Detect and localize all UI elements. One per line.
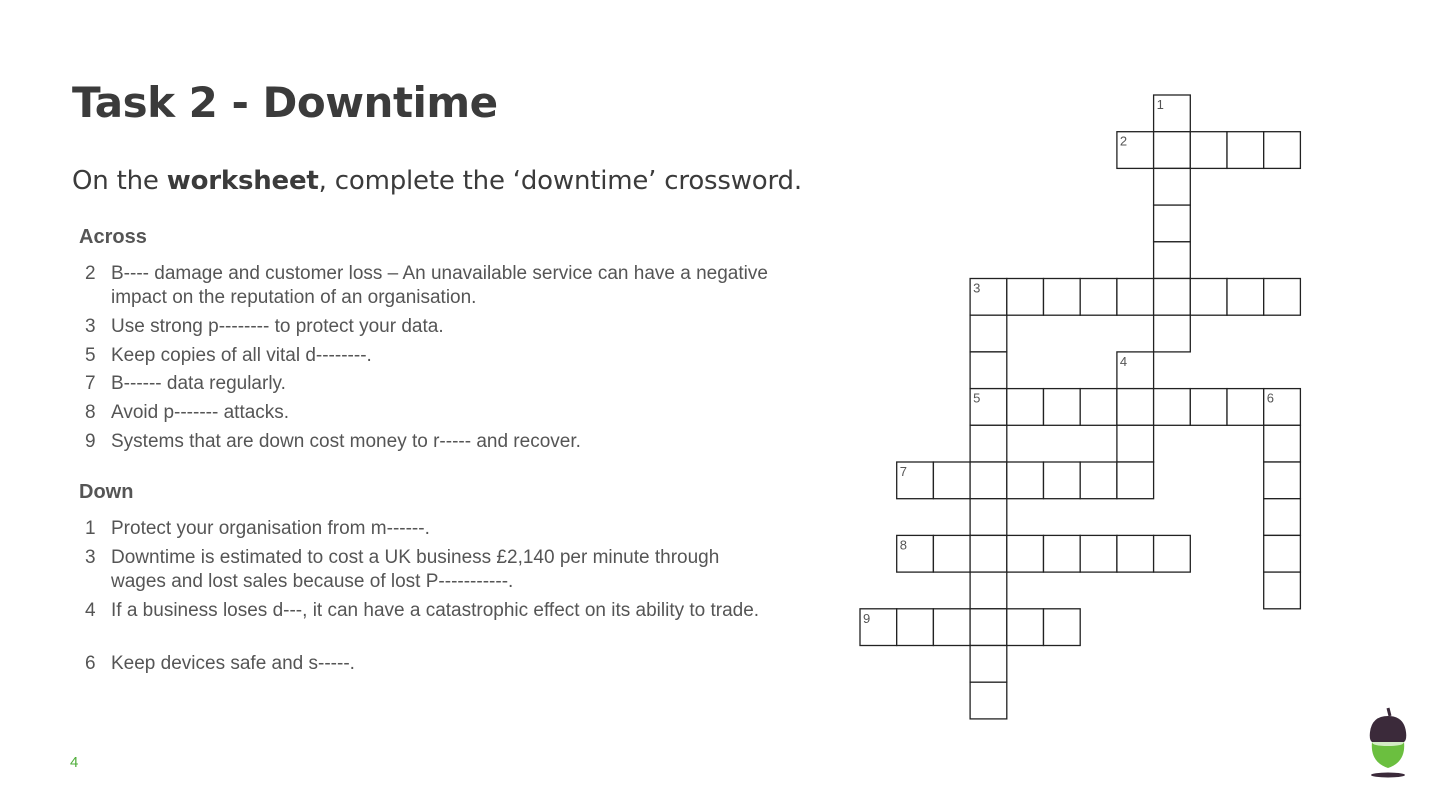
crossword-cell bbox=[1190, 132, 1227, 169]
clue-text: B---- damage and customer loss – An unavailable service can have a negative impact on the reputation of an organisation. bbox=[111, 263, 768, 308]
crossword-cell bbox=[1264, 572, 1301, 609]
crossword-cell bbox=[1264, 132, 1301, 169]
crossword-cell bbox=[970, 315, 1007, 352]
crossword-cell bbox=[1227, 279, 1264, 316]
crossword-cell bbox=[933, 609, 970, 646]
crossword-cell bbox=[1190, 389, 1227, 426]
crossword-cell bbox=[1264, 425, 1301, 462]
crossword-cell bbox=[1080, 389, 1117, 426]
crossword-cell bbox=[1154, 535, 1191, 572]
crossword-cell bbox=[970, 682, 1007, 719]
crossword-clue-number: 4 bbox=[1119, 353, 1128, 369]
clue-text: Avoid p------- attacks. bbox=[111, 402, 290, 423]
crossword-cell bbox=[1044, 462, 1081, 499]
instruction-text bbox=[72, 166, 802, 196]
crossword-cell bbox=[1080, 535, 1117, 572]
crossword-cell bbox=[1007, 609, 1044, 646]
crossword-cell bbox=[1080, 279, 1117, 316]
crossword-cell bbox=[1044, 279, 1081, 316]
crossword-cell bbox=[1007, 279, 1044, 316]
clue-text: If a business loses d---, it can have a catastrophic effect on its ability to trade. bbox=[111, 600, 760, 621]
acorn-logo-icon bbox=[1366, 706, 1410, 778]
instruction-suffix: , complete the ‘downtime’ crossword. bbox=[318, 166, 802, 196]
crossword-cell bbox=[970, 425, 1007, 462]
clue-text: Use strong p-------- to protect your data. bbox=[111, 316, 444, 337]
clue-text: Downtime is estimated to cost a UK business £2,140 per minute through wages and lost sales because of lost P-----------. bbox=[111, 547, 720, 592]
crossword-clue-number: 3 bbox=[973, 280, 981, 296]
clue-text: Keep copies of all vital d--------. bbox=[111, 345, 372, 366]
across-clue bbox=[79, 430, 769, 454]
crossword-cell bbox=[970, 572, 1007, 609]
clue-number: 7 bbox=[85, 373, 96, 394]
crossword-clue-number: 8 bbox=[899, 537, 907, 553]
clue-text: Protect your organisation from m------. bbox=[111, 518, 430, 539]
slide-title: Task 2 - Downtime bbox=[72, 78, 498, 127]
crossword-cell bbox=[1080, 462, 1117, 499]
across-clue bbox=[79, 262, 769, 310]
crossword-cell bbox=[1117, 462, 1154, 499]
crossword-clue-number: 7 bbox=[899, 464, 907, 479]
crossword-cell bbox=[1264, 389, 1301, 426]
down-heading: Down bbox=[79, 481, 134, 503]
down-clue bbox=[79, 517, 769, 541]
crossword-cell bbox=[1117, 279, 1154, 316]
crossword-cell bbox=[1007, 462, 1044, 499]
clue-number: 4 bbox=[85, 600, 96, 621]
crossword-cell bbox=[933, 535, 970, 572]
crossword-cell bbox=[1154, 95, 1191, 132]
clue-number: 3 bbox=[85, 547, 96, 568]
crossword-cell bbox=[1044, 609, 1081, 646]
down-clue bbox=[79, 546, 769, 594]
clue-number: 5 bbox=[85, 345, 96, 366]
across-heading: Across bbox=[79, 226, 147, 248]
clue-number: 1 bbox=[85, 518, 96, 539]
crossword-cell bbox=[970, 609, 1007, 646]
crossword-cell bbox=[970, 389, 1007, 426]
crossword-cell bbox=[1154, 279, 1191, 316]
down-clue bbox=[79, 652, 769, 676]
crossword-cell bbox=[1264, 462, 1301, 499]
crossword-cell bbox=[1227, 132, 1264, 169]
page-number: 4 bbox=[70, 754, 79, 771]
crossword-cell bbox=[1154, 389, 1191, 426]
crossword-cell bbox=[1264, 279, 1301, 316]
clue-number: 8 bbox=[85, 402, 96, 423]
across-clue bbox=[79, 372, 769, 396]
crossword-cell bbox=[970, 279, 1007, 316]
clue-number: 9 bbox=[85, 431, 96, 452]
crossword-cell bbox=[970, 499, 1007, 536]
across-clue bbox=[79, 315, 769, 339]
instruction-bold: worksheet bbox=[166, 166, 319, 196]
crossword-cell bbox=[933, 462, 970, 499]
crossword-cell bbox=[897, 609, 934, 646]
crossword-clue-number: 1 bbox=[1156, 97, 1164, 112]
crossword-cell bbox=[1154, 132, 1191, 169]
crossword-cell bbox=[1154, 205, 1191, 242]
crossword-cell bbox=[1007, 535, 1044, 572]
crossword-cell bbox=[1154, 315, 1191, 352]
crossword-clue-number: 2 bbox=[1119, 133, 1128, 149]
crossword-cell bbox=[1154, 168, 1191, 205]
clue-number: 2 bbox=[85, 263, 96, 284]
crossword-cell bbox=[970, 352, 1007, 389]
crossword-cell bbox=[970, 646, 1007, 683]
crossword-cell bbox=[1190, 279, 1227, 316]
crossword-cell bbox=[1227, 389, 1264, 426]
across-clue bbox=[79, 344, 769, 368]
clue-number: 3 bbox=[85, 316, 96, 337]
clue-text: Systems that are down cost money to r----- and recover. bbox=[111, 431, 581, 452]
crossword-cell bbox=[970, 535, 1007, 572]
crossword-cell bbox=[970, 462, 1007, 499]
crossword-cell bbox=[1007, 389, 1044, 426]
crossword-cell bbox=[1264, 499, 1301, 536]
crossword-cell bbox=[897, 462, 934, 499]
crossword-cell bbox=[860, 609, 897, 646]
crossword-cell bbox=[1044, 535, 1081, 572]
crossword-cell bbox=[1154, 242, 1191, 279]
crossword-cell bbox=[1044, 389, 1081, 426]
crossword-clue-number: 5 bbox=[973, 390, 981, 406]
crossword-cell bbox=[1117, 535, 1154, 572]
crossword-cell bbox=[1264, 535, 1301, 572]
crossword-cell bbox=[1117, 389, 1154, 426]
crossword-cell bbox=[1117, 425, 1154, 462]
down-clue bbox=[79, 599, 769, 623]
crossword-cell bbox=[897, 535, 934, 572]
clue-text: Keep devices safe and s-----. bbox=[111, 653, 355, 674]
crossword-clue-number: 6 bbox=[1266, 390, 1274, 406]
instruction-prefix: On the bbox=[72, 166, 167, 196]
clue-text: B------ data regularly. bbox=[111, 373, 286, 394]
crossword-cell bbox=[1117, 132, 1154, 169]
clue-number: 6 bbox=[85, 653, 96, 674]
crossword-clue-number: 9 bbox=[863, 610, 871, 626]
crossword-cell bbox=[1117, 352, 1154, 389]
across-clue bbox=[79, 401, 769, 425]
